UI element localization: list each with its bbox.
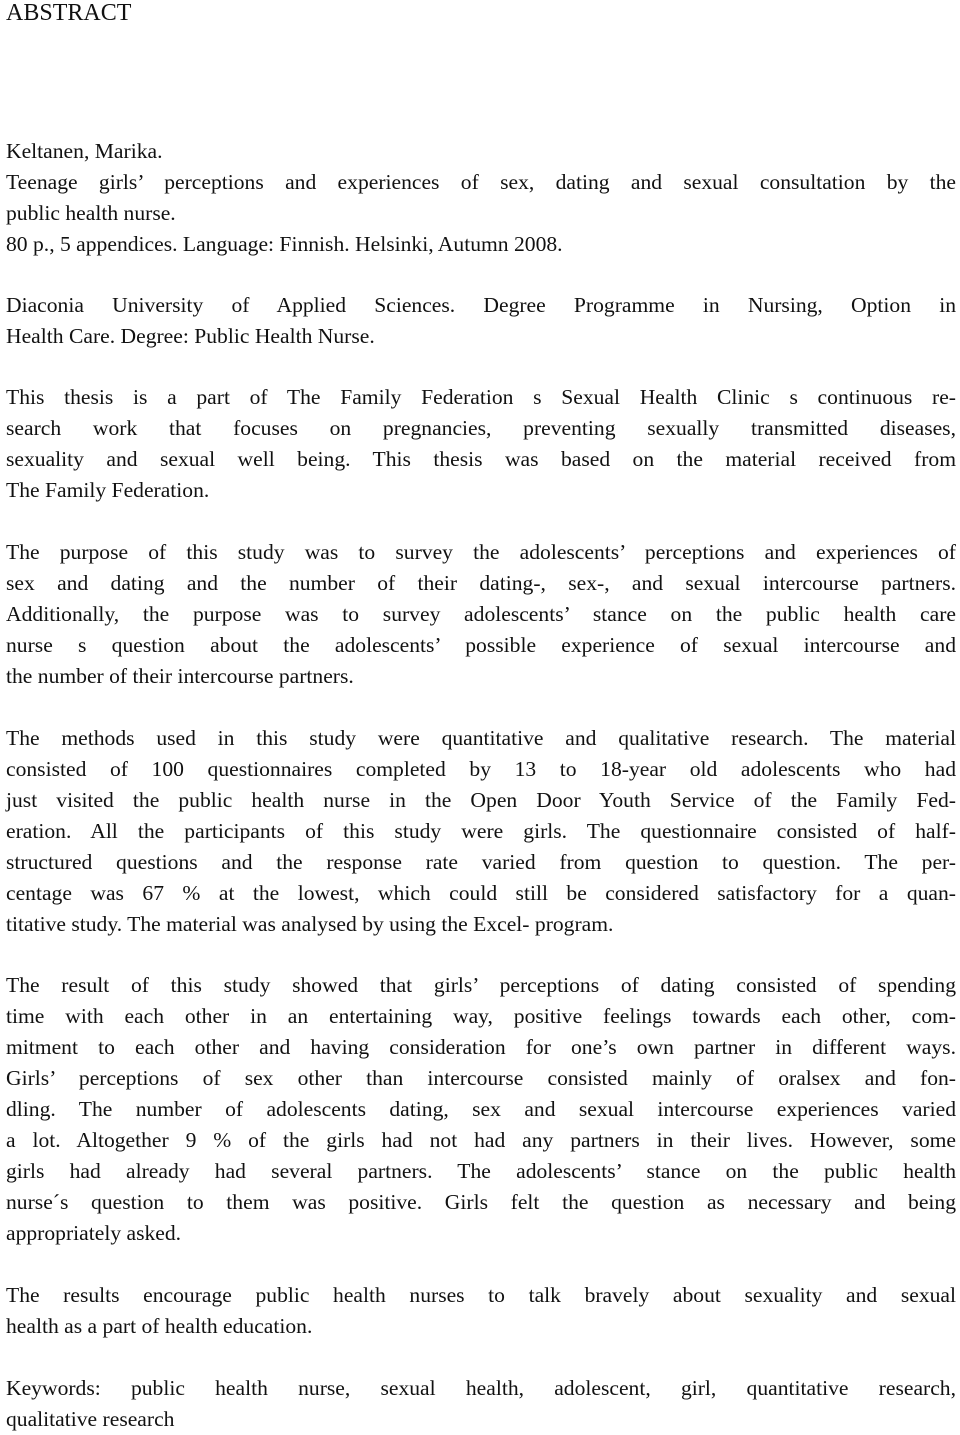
paragraph-4-line-1: The result of this study showed that girls’ perceptions of dating consisted of spending — [6, 973, 956, 997]
paragraph-2-line-5: the number of their intercourse partners. — [6, 664, 354, 688]
paragraph-3-line-1: The methods used in this study were quantitative and qualitative research. The material — [6, 726, 956, 750]
paragraph-3-line-4: eration. All the participants of this study were girls. The questionnaire consisted of half- — [6, 819, 956, 843]
paragraph-4-line-5: dling. The number of adolescents dating, sex and sexual intercourse experiences varied — [6, 1097, 956, 1121]
keywords-line-1: Keywords: public health nurse, sexual health, adolescent, girl, quantitative research, — [6, 1376, 956, 1400]
paragraph-3-line-3: just visited the public health nurse in the Open Door Youth Service of the Family Fed- — [6, 788, 956, 812]
paragraph-5-line-2: health as a part of health education. — [6, 1314, 313, 1338]
paragraph-4-line-4: Girls’ perceptions of sex other than intercourse consisted mainly of oralsex and fon- — [6, 1066, 956, 1090]
paragraph-3-line-6: centage was 67 % at the lowest, which could still be considered satisfactory for a quan- — [6, 881, 956, 905]
paragraph-4-line-7: girls had already had several partners. The adolescents’ stance on the public health — [6, 1159, 956, 1183]
publication-details: 80 p., 5 appendices. Language: Finnish. Helsinki, Autumn 2008. — [6, 232, 563, 256]
title-line-2: public health nurse. — [6, 201, 176, 225]
paragraph-background — [6, 382, 956, 506]
institution-line-1: Diaconia University of Applied Sciences. Degree Programme in Nursing, Option in — [6, 293, 956, 317]
paragraph-2-line-2: sex and dating and the number of their dating-, sex-, and sexual intercourse partners. — [6, 571, 956, 595]
paragraph-3-line-7: titative study. The material was analysed by using the Excel- program. — [6, 912, 614, 936]
keywords-line-2: qualitative research — [6, 1407, 175, 1431]
paragraph-2-line-4: nurse s question about the adolescents’ possible experience of sexual intercourse and — [6, 633, 956, 657]
paragraph-purpose — [6, 537, 956, 692]
paragraph-5-line-1: The results encourage public health nurses to talk bravely about sexuality and sexual — [6, 1283, 956, 1307]
paragraph-4-line-9: appropriately asked. — [6, 1221, 182, 1245]
meta-block — [6, 136, 956, 260]
paragraph-1-line-2: search work that focuses on pregnancies, preventing sexually transmitted diseases, — [6, 416, 956, 440]
paragraph-2-line-1: The purpose of this study was to survey the adolescents’ perceptions and experiences of — [6, 540, 956, 564]
paragraph-3-line-2: consisted of 100 questionnaires completed by 13 to 18-year old adolescents who had — [6, 757, 956, 781]
paragraph-conclusion — [6, 1280, 956, 1342]
author-name: Keltanen, Marika. — [6, 139, 163, 163]
abstract-heading: ABSTRACT — [6, 0, 132, 26]
paragraph-1-line-1: This thesis is a part of The Family Federation s Sexual Health Clinic s continuous re- — [6, 385, 956, 409]
title-line-1: Teenage girls’ perceptions and experiences of sex, dating and sexual consultation by the — [6, 170, 956, 194]
paragraph-4-line-3: mitment to each other and having consideration for one’s own partner in different ways. — [6, 1035, 956, 1059]
paragraph-4-line-6: a lot. Altogether 9 % of the girls had not had any partners in their lives. However, some — [6, 1128, 956, 1152]
institution-block — [6, 290, 956, 352]
paragraph-1-line-4: The Family Federation. — [6, 478, 210, 502]
paragraph-1-line-3: sexuality and sexual well being. This thesis was based on the material received from — [6, 447, 956, 471]
paragraph-2-line-3: Additionally, the purpose was to survey adolescents’ stance on the public health care — [6, 602, 956, 626]
paragraph-methods — [6, 723, 956, 940]
keywords-block — [6, 1373, 956, 1435]
paragraph-3-line-5: structured questions and the response rate varied from question to question. The per- — [6, 850, 956, 874]
institution-line-2: Health Care. Degree: Public Health Nurse. — [6, 324, 375, 348]
paragraph-4-line-8: nurse´s question to them was positive. Girls felt the question as necessary and being — [6, 1190, 956, 1214]
author-line — [6, 136, 956, 260]
paragraph-results — [6, 970, 956, 1249]
paragraph-4-line-2: time with each other in an entertaining way, positive feelings towards each other, com- — [6, 1004, 956, 1028]
